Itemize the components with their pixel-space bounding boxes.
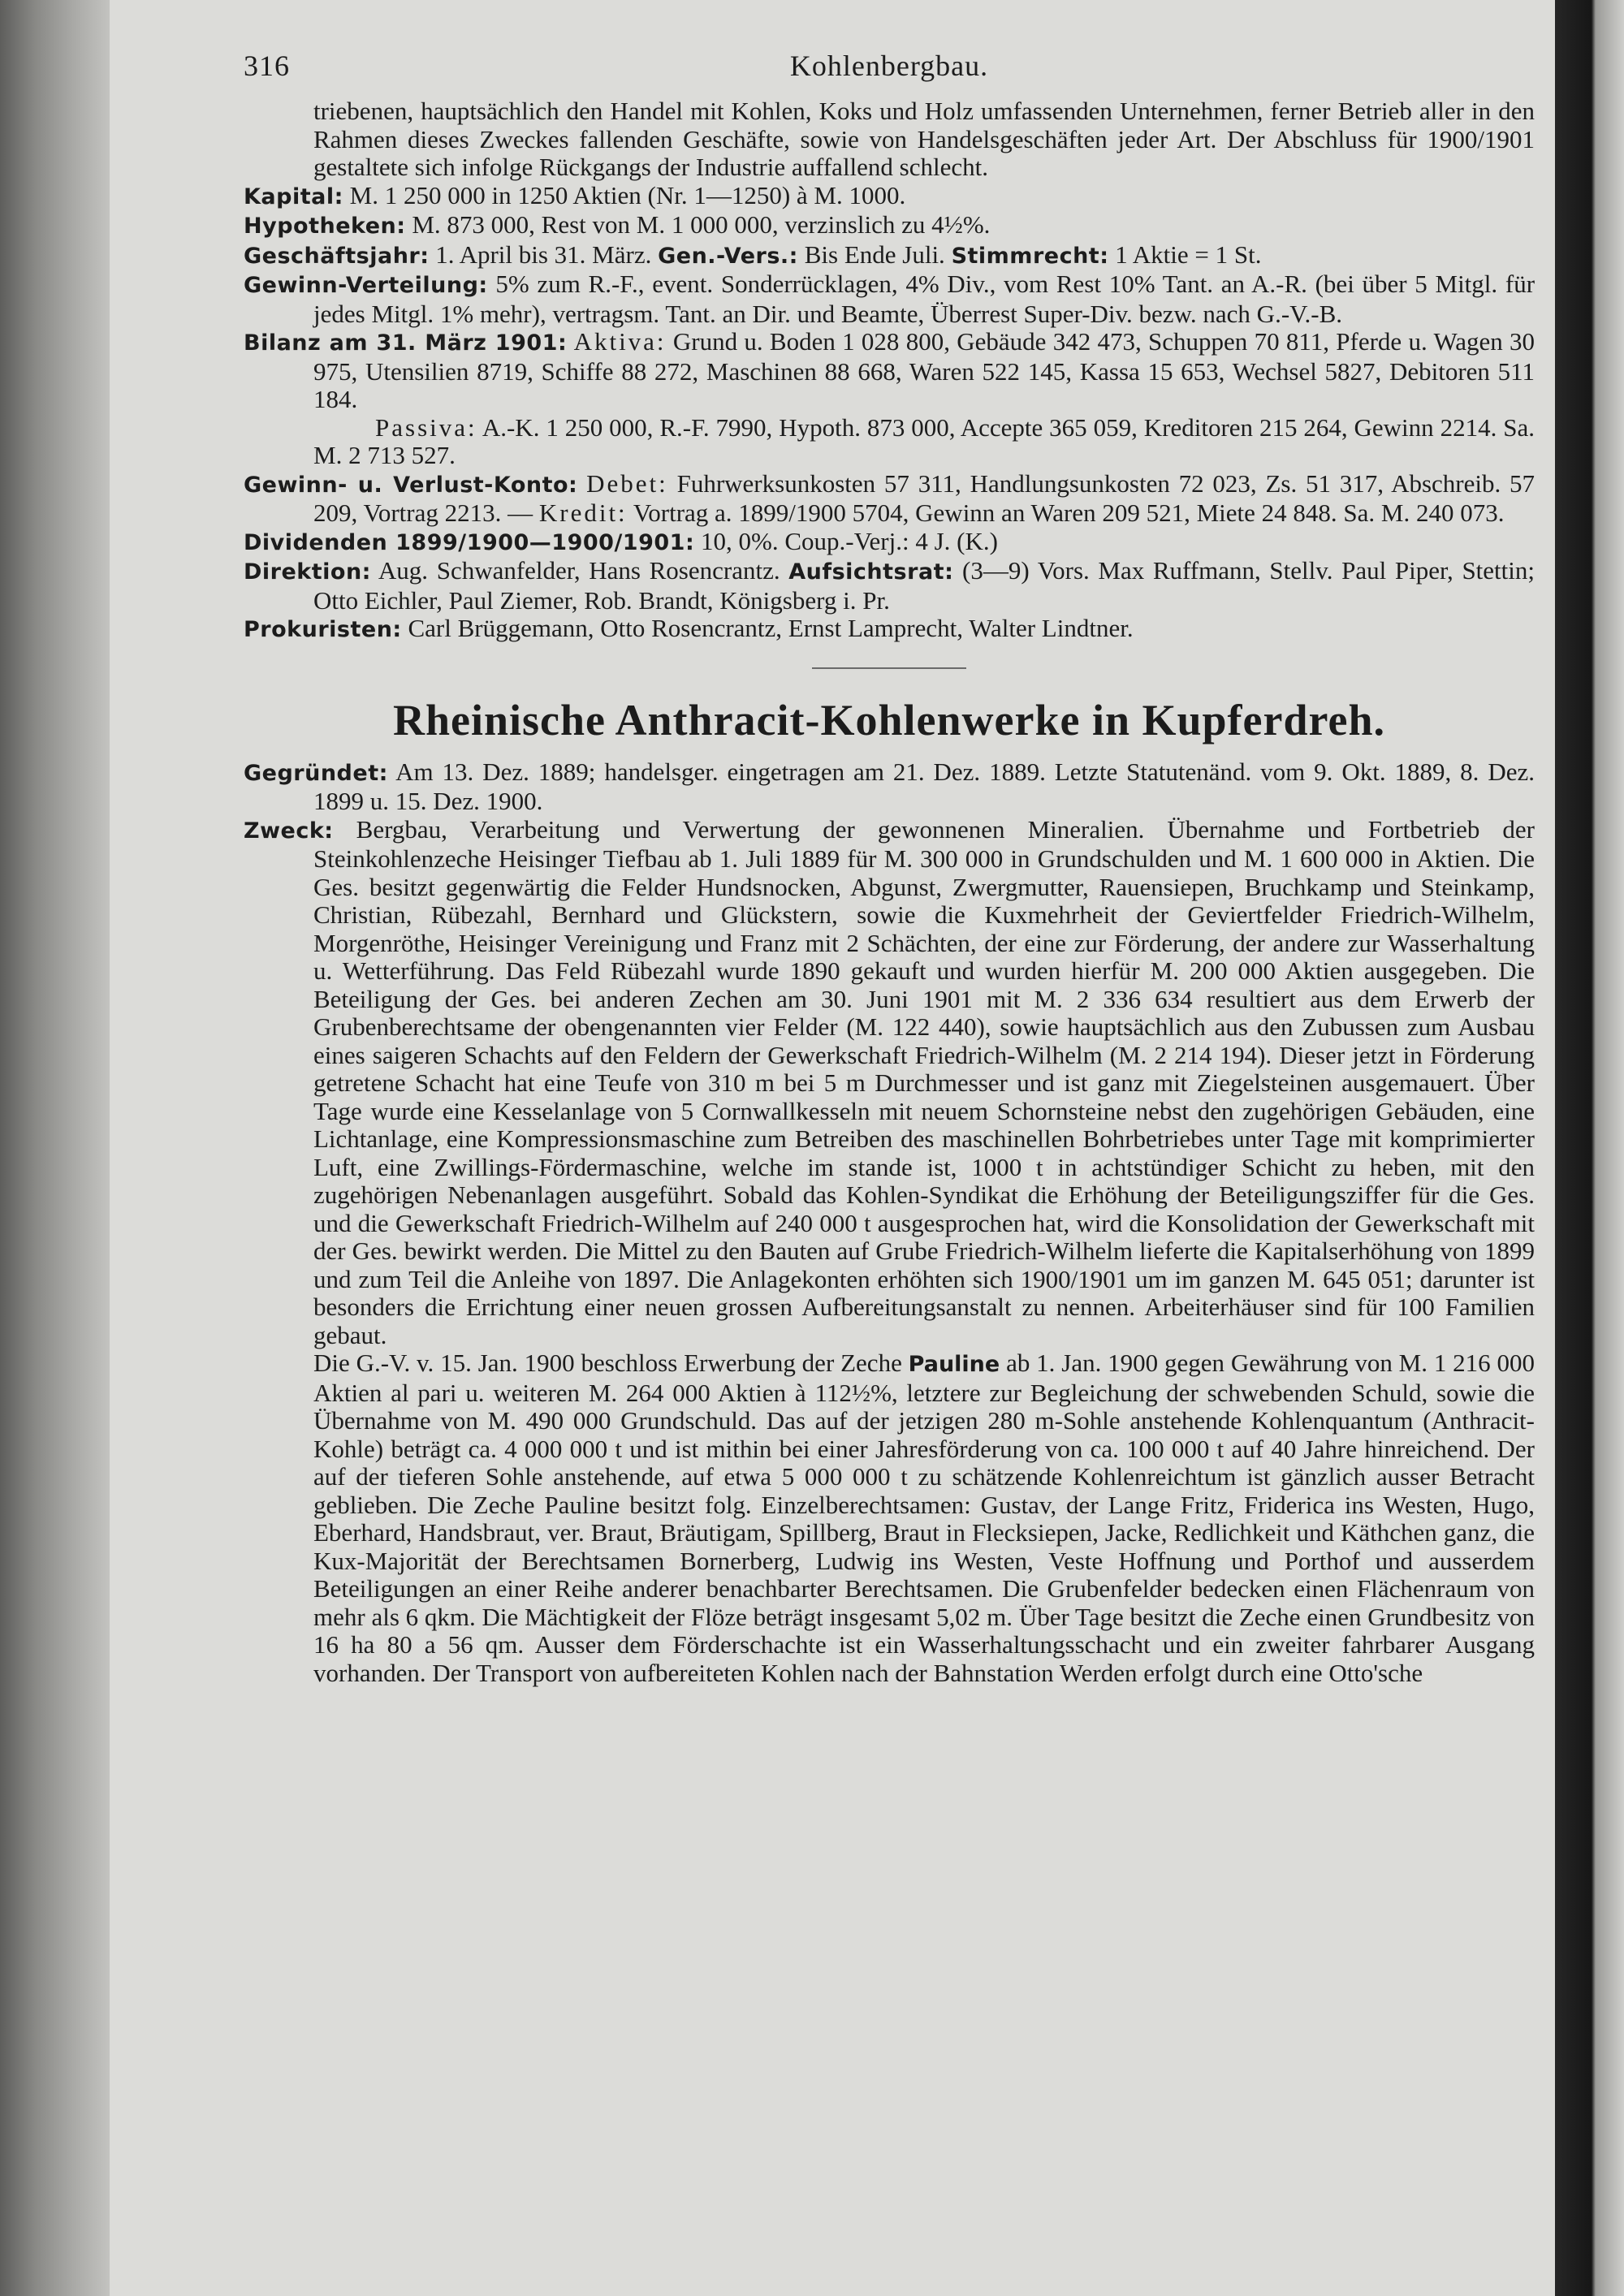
page-body (244, 97, 1535, 1687)
gewinnverteilung-line: Gewinn-Verteilung: 5% zum R.-F., event. Sonderrücklagen, 4% Div., vom Rest 10% Tant. an A.-R. (bei über 5 Mitgl. für jedes Mitgl. 1% mehr), vertragsm. Tant. an Dir. und Beamte, Überrest Super-Div. bezw. nach G.-V.-B. (244, 270, 1535, 328)
debet-label: Debet: (586, 468, 668, 498)
passiva-line: Passiva: A.-K. 1 250 000, R.-F. 7990, Hypoth. 873 000, Accepte 365 059, Kreditoren 215 264, Gewinn 2214. Sa. M. 2 713 527. (313, 412, 1535, 469)
page-edge-shadow (1555, 0, 1624, 2296)
direktion-label: Direktion: (244, 559, 371, 585)
prokuristen-line: Prokuristen: Carl Brüggemann, Otto Rosencrantz, Ernst Lamprecht, Walter Lindtner. (244, 614, 1134, 642)
bilanz-line: Bilanz am 31. März 1901: Aktiva: Grund u. Boden 1 028 800, Gebäude 342 473, Schuppen 70 811, Pferde u. Wagen 30 975, Utensilien 8719, Schiffe 88 272, Maschinen 88 668, Waren 522 145, Kassa 15 653, Wechsel 5827, Debitoren 511 184. (244, 327, 1535, 413)
book-binding-shadow (0, 0, 110, 2296)
kapital-label: Kapital: (244, 183, 343, 209)
prokuristen-label: Prokuristen: (244, 617, 402, 642)
geschaeftsjahr-label: Geschäftsjahr: (244, 243, 430, 269)
kredit-label: Kredit: (538, 498, 628, 527)
section-divider (812, 667, 966, 669)
bilanz-label: Bilanz am 31. März 1901: (244, 330, 568, 356)
zweck-paragraph: Zweck: Bergbau, Verarbeitung und Verwertung der gewonnenen Mineralien. Übernahme und Fortbetrieb der Steinkohlenzeche Heisinger Tiefbau ab 1. Juli 1889 für M. 300 000 in Grundschulden und M. 1 600 000 in Aktien. Die Ges. besitzt gegenwärtig die Felder Hundsnocken, Abgunst, Zwergmutter, Rauensiepen, Bruchkamp und Steinkamp, Christian, Rübezahl, Bernhard und Glückstern, sowie die Kuxmehrheit der Geviertfelder Friedrich-Wilhelm, Morgenröthe, Heisinger Vereinigung und Franz mit 2 Schächten, der eine zur Förderung, der andere zur Wasserhaltung u. Wetterführung. Das Feld Rübezahl wurde 1890 gekauft und wurden hierfür M. 200 000 Aktien ausgegeben. Die Beteiligung der Ges. bei anderen Zechen am 30. Juni 1901 mit M. 2 336 634 resultiert aus dem Erwerb der Grubenberechtsame der obengenannten vier Felder (M. 122 440), sowie hauptsächlich aus den Zubussen zum Ausbau eines saigeren Schachts auf den Feldern der Gewerkschaft Friedrich-Wilhelm (M. 2 214 194). Dieser jetzt in Förderung getretene Schacht hat eine Teufe von 310 m bei 5 m Durchmesser und ist ganz mit Ziegelsteinen ausgemauert. Über Tage wurde eine Kesselanlage von 5 Cornwallkesseln mit neuem Schornsteine nebst den zugehörigen Gebäuden, eine Lichtanlage, eine Kompressionsmaschine zum Betreiben des maschinellen Bohrbetriebes unter Tage mit komprimierter Luft, eine Zwillings-Fördermaschine, welche im stande ist, 1000 t in achtstündiger Schicht zu heben, mit den zugehörigen Nebenanlagen ausgeführt. Sobald das Kohlen-Syndikat die Erhöhung der Beteiligungsziffer für die Ges. und die Gewerkschaft Friedrich-Wilhelm auf 240 000 t ausgesprochen hat, wird die Konsolidation der Gewerkschaft mit der Ges. bewirkt werden. Die Mittel zu den Bauten auf Grube Friedrich-Wilhelm lieferte die Kapitalserhöhung von 1899 und zum Teil die Anleihe von 1897. Die Anlagekonten erhöhten sich 1900/1901 um im ganzen M. 645 051; darunter ist besonders die Errichtung einer neuen grossen Aufbereitungsanstalt zu nennen. Arbeiterhäuser sind für 100 Familien gebaut. (244, 814, 1535, 1349)
genvers-label: Gen.-Vers.: (658, 243, 798, 269)
hypotheken-line: Hypotheken: M. 873 000, Rest von M. 1 000 000, verzinslich zu 4½%. (244, 210, 991, 239)
book-page (244, 49, 1535, 1687)
page-number: 316 (244, 50, 290, 82)
dividenden-label: Dividenden 1899/1900—1900/1901: (244, 529, 695, 555)
direktion-line: Direktion: Aug. Schwanfelder, Hans Rosencrantz. Aufsichtsrat: (3—9) Vors. Max Ruffmann, Stellv. Paul Piper, Stettin; Otto Eichler, Paul Ziemer, Rob. Brandt, Königsberg i. Pr. (244, 556, 1535, 615)
stimmrecht-label: Stimmrecht: (951, 243, 1109, 269)
aufsichtsrat-label: Aufsichtsrat: (788, 559, 954, 585)
hypotheken-label: Hypotheken: (244, 214, 406, 239)
gegruendet-line: Gegründet: Am 13. Dez. 1889; handelsger. eingetragen am 21. Dez. 1889. Letzte Statutenänd. vom 9. Okt. 1889, 8. Dez. 1899 u. 15. Dez. 1900. (244, 757, 1535, 815)
aktiva-label: Aktiva: (573, 327, 667, 356)
guv-line: Gewinn- u. Verlust-Konto: Debet: Fuhrwerksunkosten 57 311, Handlungsunkosten 72 023, Zs. 51 317, Abschreib. 57 209, Vortrag 2213. — Kredit: Vortrag a. 1899/1900 5704, Gewinn an Waren 209 521, Miete 24 848. Sa. M. 240 073. (244, 468, 1535, 527)
passiva-label: Passiva: (375, 412, 477, 442)
guv-label: Gewinn- u. Verlust-Konto: (244, 472, 578, 498)
gewinnverteilung-label: Gewinn-Verteilung: (244, 273, 488, 298)
company-heading: Rheinische Anthracit-Kohlenwerke in Kupferdreh. (392, 695, 1385, 744)
dividenden-line: Dividenden 1899/1900—1900/1901: 10, 0%. Coup.-Verj.: 4 J. (K.) (244, 526, 998, 555)
kapital-line: Kapital: M. 1 250 000 in 1250 Aktien (Nr. 1—1250) à M. 1000. (244, 180, 906, 209)
pauline-name: Pauline (908, 1352, 1000, 1377)
running-title: Kohlenbergbau. (789, 50, 989, 82)
zweck-label: Zweck: (244, 818, 334, 844)
geschaeftsjahr-line: Geschäftsjahr: 1. April bis 31. März. Gen.-Vers.: Bis Ende Juli. Stimmrecht: 1 Aktie = 1 St. (244, 240, 1262, 269)
prev-entry-intro: triebenen, hauptsächlich den Handel mit Kohlen, Koks und Holz umfassenden Unternehmen, ferner Betrieb aller in den Rahmen dieses Zweckes fallenden Geschäfte, sowie von Handelsgeschäften jeder Art. Der Abschluss für 1900/1901 gestaltete sich infolge Rückgangs der Industrie auffallend schlecht. (313, 97, 1535, 181)
gv-paragraph: Die G.-V. v. 15. Jan. 1900 beschloss Erwerbung der Zeche Pauline ab 1. Jan. 1900 gegen Gewährung von M. 1 216 000 Aktien al pari u. weiteren M. 264 000 Aktien à 112½%, letztere zur Begleichung der schwebenden Schuld, sowie die Übernahme von M. 490 000 Grundschuld. Das auf der jetzigen 280 m-Sohle anstehende Kohlenquantum (Anthracit-Kohle) beträgt ca. 4 000 000 t und ist mithin bei einer Jahresförderung von ca. 100 000 t auf 40 Jahre hinreichend. Der auf der tieferen Sohle anstehende, auf etwa 5 000 000 t zu schätzende Kohlenreichtum ist gänzlich ausser Betracht geblieben. Die Zeche Pauline besitzt folg. Einzelberechtsamen: Gustav, der Lange Fritz, Friderica ins Westen, Hugo, Eberhard, Handsbraut, ver. Braut, Bräutigam, Spillberg, Braut in Flecksiepen, Jacke, Redlichkeit und Käthchen ganz, die Kux-Majorität der Berechtsamen Bornerberg, Ludwig ins Westen, Veste Hoffnung und Porthof und ausserdem Beteiligungen an einer Reihe anderer benachbarter Berechtsamen. Die Grubenfelder bedecken einen Flächenraum von mehr als 6 qkm. Die Mächtigkeit der Flöze beträgt insgesamt 5,02 m. Über Tage besitzt die Zeche einen Grundbesitz von 16 ha 80 a 56 qm. Ausser dem Förderschachte ist ein Wasserhaltungsschacht und ein zweiter fahrbarer Ausgang vorhanden. Der Transport von aufbereiteten Kohlen nach der Bahnstation Werden erfolgt durch eine Otto'sche (313, 1349, 1535, 1687)
gegruendet-label: Gegründet: (244, 760, 388, 786)
page-header (244, 49, 1535, 97)
